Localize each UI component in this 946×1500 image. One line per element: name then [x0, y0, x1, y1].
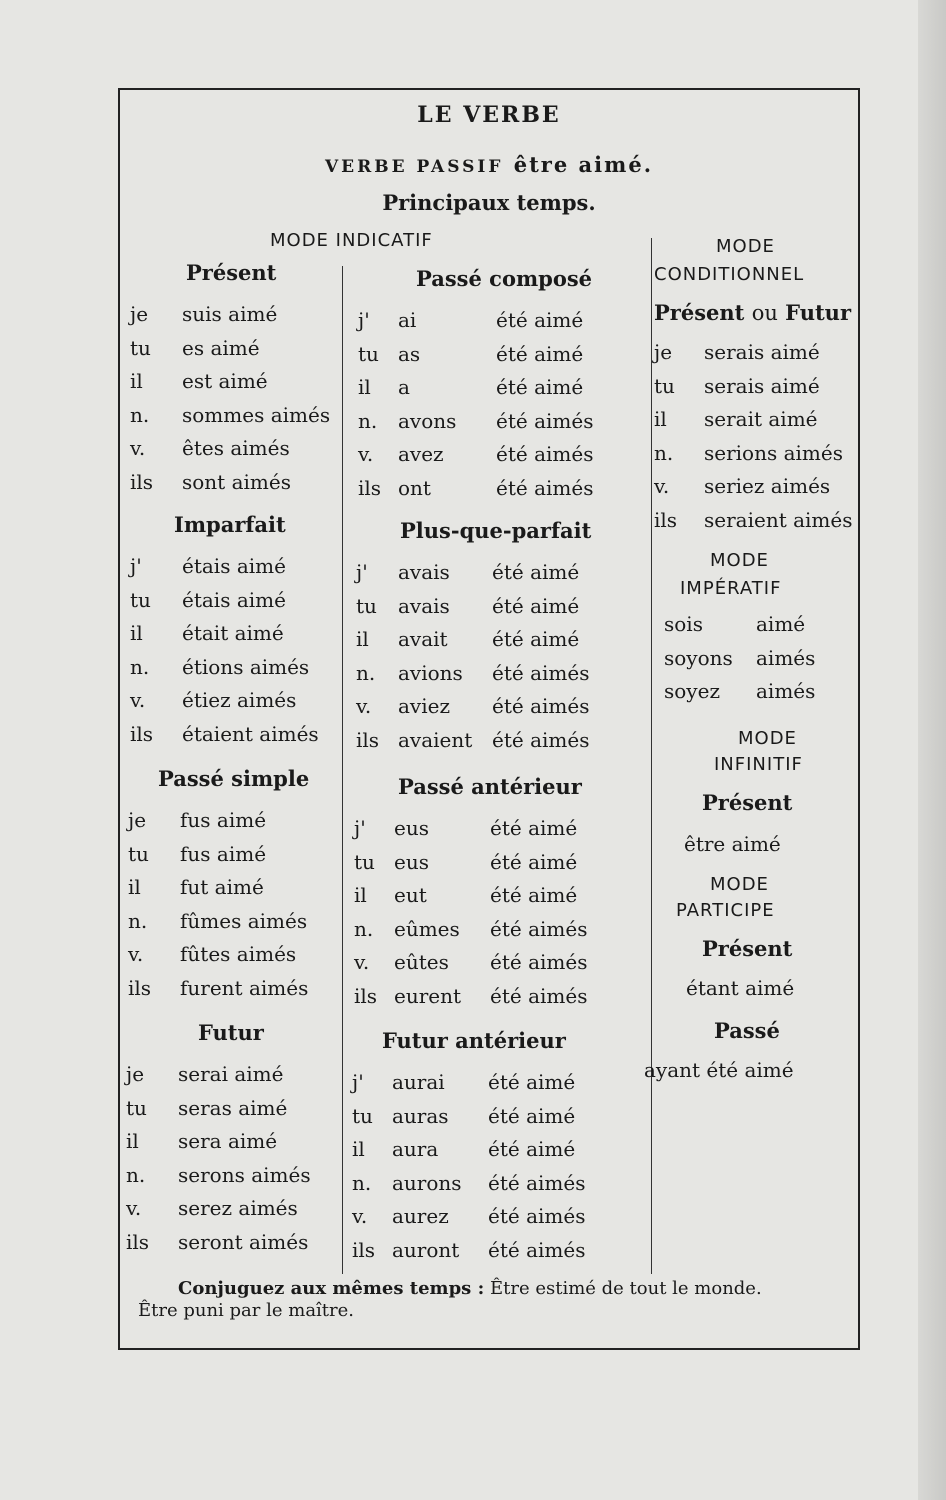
participle: été aimés — [496, 442, 594, 466]
participle: été aimés — [492, 694, 590, 718]
pronoun: ils — [654, 507, 678, 532]
tense-title-passe-simple: Passé simple — [158, 766, 310, 791]
pronoun: tu — [352, 1103, 373, 1128]
pronoun: j' — [130, 554, 142, 578]
pronoun: n. — [126, 1162, 146, 1187]
participe-present-title: Présent — [702, 936, 793, 961]
pronoun: v. — [358, 442, 374, 466]
pronoun: j' — [356, 560, 368, 584]
pronoun: je — [128, 808, 147, 832]
participle: été aimés — [490, 983, 588, 1008]
verb-form: étions aimés — [182, 654, 310, 679]
verb-form: sois — [664, 612, 703, 636]
pronoun: tu — [130, 335, 151, 360]
participle: été aimé — [496, 341, 584, 366]
verb-form: seront aimés — [178, 1229, 309, 1254]
tense-title-futur: Futur — [198, 1020, 264, 1045]
participle: été aimés — [496, 475, 594, 500]
pronoun: il — [654, 407, 667, 431]
participle: été aimé — [492, 560, 580, 584]
verb-form: suis aimé — [182, 302, 278, 326]
pronoun: il — [128, 875, 141, 899]
participe-passe-value: ayant été aimé — [644, 1058, 794, 1082]
pronoun: ils — [128, 975, 152, 1000]
verb-form: avait — [398, 627, 448, 651]
conjugation-table-frame — [118, 88, 860, 1350]
participe-present-value: étant aimé — [686, 976, 795, 1000]
verb-form: es aimé — [182, 335, 260, 360]
verb-form: auront — [392, 1237, 460, 1262]
verb-form: seraient aimés — [704, 507, 853, 532]
verb-form: serez aimés — [178, 1196, 298, 1220]
pronoun: ils — [352, 1237, 376, 1262]
pronoun: v. — [352, 1204, 368, 1228]
verb-form: fûtes aimés — [180, 942, 297, 966]
verb-form: seras aimé — [178, 1095, 288, 1120]
verb-form: aurai — [392, 1070, 445, 1094]
verb-form: fus aimé — [180, 841, 267, 866]
pronoun: ils — [356, 727, 380, 752]
tense-title-futur-anterieur: Futur antérieur — [382, 1028, 566, 1053]
pronoun: j' — [354, 816, 366, 840]
verb-form: ont — [398, 475, 431, 500]
tense-title-plus-que-parfait: Plus-que-parfait — [400, 518, 592, 543]
verb-form: soyons — [664, 645, 733, 670]
verb-form: serai aimé — [178, 1062, 284, 1086]
verb-form: fûmes aimés — [180, 908, 308, 933]
pronoun: il — [130, 621, 143, 645]
column-divider-2 — [651, 238, 652, 1274]
verb-form: as — [398, 341, 421, 366]
pronoun: tu — [358, 341, 379, 366]
verb-form: eurent — [394, 983, 462, 1008]
verb-form: eut — [394, 883, 427, 907]
pronoun: v. — [130, 436, 146, 460]
verb-form: aurons — [392, 1170, 462, 1195]
verb-form: serons aimés — [178, 1162, 311, 1187]
pronoun: il — [126, 1129, 139, 1153]
pronoun: ils — [130, 469, 154, 494]
verb-form: étais aimé — [182, 587, 286, 612]
pronoun: il — [130, 369, 143, 393]
participle: été aimé — [488, 1070, 576, 1094]
section-heading: Principaux temps. — [382, 190, 596, 215]
verb-form: avais — [398, 560, 450, 584]
participle: été aimés — [496, 408, 594, 433]
verb-form: furent aimés — [180, 975, 309, 1000]
mode-imperatif-label-2: IMPÉRATIF — [680, 578, 782, 599]
verb-form: avaient — [398, 727, 473, 752]
pronoun: j' — [358, 308, 370, 332]
participle: été aimé — [492, 627, 580, 651]
verb-form: étiez aimés — [182, 688, 297, 712]
participle: été aimé — [488, 1103, 576, 1128]
pronoun: n. — [130, 654, 150, 679]
conditionnel-tense-title — [654, 300, 851, 325]
pronoun: je — [130, 302, 149, 326]
verb-form: soyez — [664, 679, 720, 703]
pronoun: n. — [352, 1170, 372, 1195]
participle: été aimé — [490, 883, 578, 907]
pronoun: j' — [352, 1070, 364, 1094]
participle: aimé — [756, 612, 806, 636]
verb-form: ai — [398, 308, 417, 332]
pronoun: ils — [358, 475, 382, 500]
participle: été aimé — [490, 816, 578, 840]
participle: aimés — [756, 679, 816, 703]
pronoun: ils — [354, 983, 378, 1008]
pronoun: tu — [126, 1095, 147, 1120]
pronoun: ils — [126, 1229, 150, 1254]
pronoun: je — [654, 340, 673, 364]
participle: été aimés — [488, 1170, 586, 1195]
footer-line-2: Être puni par le maître. — [138, 1300, 355, 1321]
verb-form: avons — [398, 408, 457, 433]
participle: été aimé — [496, 375, 584, 399]
column-divider-1 — [342, 266, 343, 1274]
mode-infinitif-label-1: MODE — [738, 728, 797, 749]
verb-form: aura — [392, 1137, 439, 1161]
participle: été aimé — [490, 849, 578, 874]
verb-form: serais aimé — [704, 340, 820, 364]
verb-form: fut aimé — [180, 875, 264, 899]
conditionnel-title-a: Présent — [654, 300, 745, 325]
verb-form: eûtes — [394, 950, 449, 974]
footer-example-1: Être estimé de tout le monde. — [489, 1278, 762, 1299]
pronoun: v. — [130, 688, 146, 712]
pronoun: v. — [354, 950, 370, 974]
participle: été aimés — [488, 1204, 586, 1228]
verb-form: eûmes — [394, 916, 460, 941]
pronoun: il — [356, 627, 369, 651]
pronoun: tu — [354, 849, 375, 874]
pronoun: n. — [356, 660, 376, 685]
verb-form: eus — [394, 849, 429, 874]
pronoun: n. — [130, 402, 150, 427]
page-title: LE VERBE — [417, 102, 561, 128]
conditionnel-title-ou: ou — [751, 301, 778, 325]
infinitif-present-title: Présent — [702, 790, 793, 815]
footer-instruction: Conjuguez aux mêmes temps : — [178, 1278, 485, 1299]
participle: été aimés — [488, 1237, 586, 1262]
verb-form: étais aimé — [182, 554, 286, 578]
footer-line-1 — [178, 1278, 762, 1299]
mode-conditionnel-label-1: MODE — [716, 236, 775, 257]
verb-form: aviez — [398, 694, 450, 718]
mode-participe-label-1: MODE — [710, 874, 769, 895]
verb-form: eus — [394, 816, 429, 840]
verb-form: sommes aimés — [182, 402, 331, 427]
mode-infinitif-label-2: INFINITIF — [714, 754, 803, 775]
verb-form: avions — [398, 660, 463, 685]
pronoun: tu — [130, 587, 151, 612]
pronoun: v. — [654, 474, 670, 498]
verb-form: aurez — [392, 1204, 449, 1228]
verb-form: seriez aimés — [704, 474, 831, 498]
pronoun: il — [354, 883, 367, 907]
verb-form: était aimé — [182, 621, 284, 645]
pronoun: tu — [128, 841, 149, 866]
participle: été aimé — [488, 1137, 576, 1161]
pronoun: v. — [356, 694, 372, 718]
tense-title-passe-anterieur: Passé antérieur — [398, 774, 582, 799]
subtitle-rest: être aimé. — [513, 152, 654, 177]
mode-indicatif-label: MODE INDICATIF — [270, 230, 433, 251]
verb-form: serait aimé — [704, 407, 818, 431]
pronoun: tu — [356, 593, 377, 618]
participe-passe-title: Passé — [714, 1018, 780, 1043]
pronoun: il — [358, 375, 371, 399]
tense-title-imparfait: Imparfait — [174, 512, 286, 537]
subtitle — [120, 152, 858, 177]
participle: aimés — [756, 645, 816, 670]
page-edge — [918, 0, 946, 1500]
verb-form: est aimé — [182, 369, 268, 393]
verb-form: fus aimé — [180, 808, 267, 832]
infinitif-present-value: être aimé — [684, 832, 781, 856]
pronoun: v. — [128, 942, 144, 966]
pronoun: ils — [130, 721, 154, 746]
verb-form: sont aimés — [182, 469, 291, 494]
verb-form: sera aimé — [178, 1129, 278, 1153]
pronoun: n. — [354, 916, 374, 941]
participle: été aimé — [492, 593, 580, 618]
pronoun: v. — [126, 1196, 142, 1220]
participle: été aimés — [490, 916, 588, 941]
verb-form: êtes aimés — [182, 436, 290, 460]
conditionnel-title-b: Futur — [785, 300, 852, 325]
pronoun: n. — [654, 440, 674, 465]
participle: été aimé — [496, 308, 584, 332]
tense-title-passe-compose: Passé composé — [416, 266, 593, 291]
verb-form: serions aimés — [704, 440, 843, 465]
pronoun: il — [352, 1137, 365, 1161]
tense-title-present: Présent — [186, 260, 277, 285]
verb-form: a — [398, 375, 410, 399]
participle: été aimés — [492, 727, 590, 752]
mode-imperatif-label-1: MODE — [710, 550, 769, 571]
pronoun: je — [126, 1062, 145, 1086]
participle: été aimés — [492, 660, 590, 685]
verb-form: étaient aimés — [182, 721, 319, 746]
mode-participe-label-2: PARTICIPE — [676, 900, 775, 921]
participle: été aimés — [490, 950, 588, 974]
verb-form: serais aimé — [704, 373, 820, 398]
pronoun: n. — [128, 908, 148, 933]
pronoun: n. — [358, 408, 378, 433]
pronoun: tu — [654, 373, 675, 398]
verb-form: avais — [398, 593, 450, 618]
verb-form: auras — [392, 1103, 449, 1128]
subtitle-bold: VERBE PASSIF — [324, 157, 504, 177]
mode-conditionnel-label-2: CONDITIONNEL — [654, 264, 805, 285]
verb-form: avez — [398, 442, 444, 466]
